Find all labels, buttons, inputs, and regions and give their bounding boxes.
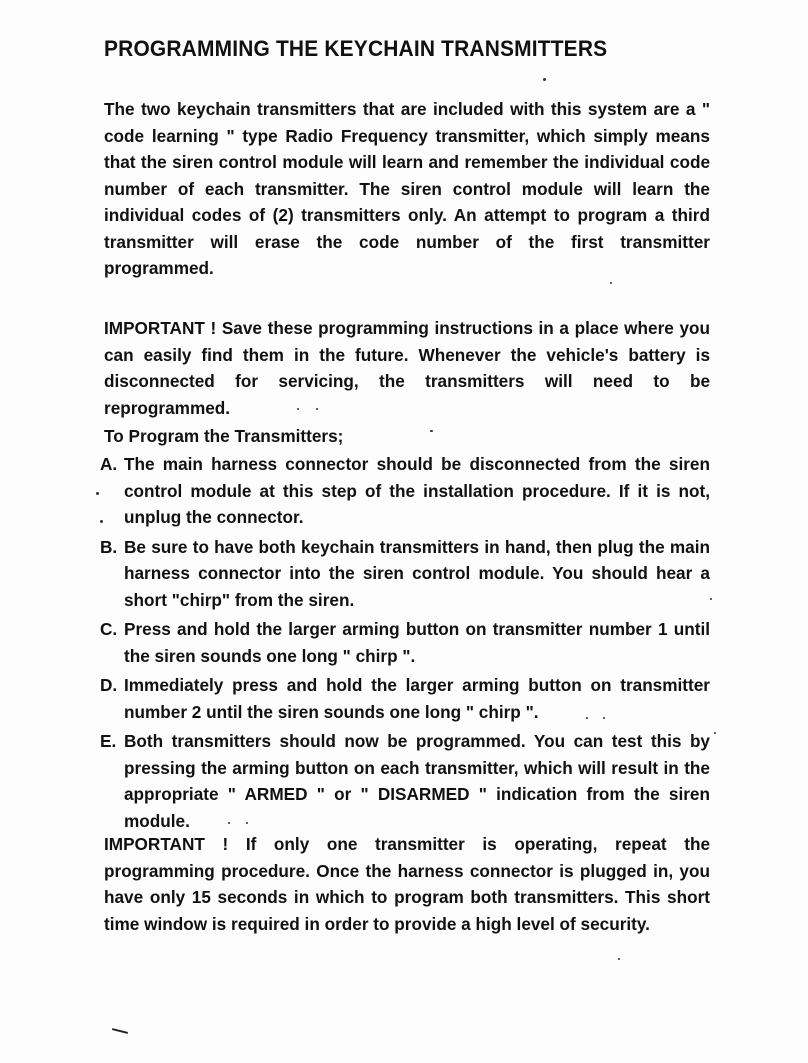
step-e	[100, 728, 710, 834]
step-c	[100, 616, 710, 669]
page-title: PROGRAMMING THE KEYCHAIN TRANSMITTERS	[104, 36, 608, 61]
steps-heading: To Program the Transmitters;	[104, 426, 344, 446]
scan-speck	[228, 822, 230, 824]
scan-speck	[610, 282, 612, 284]
scan-speck	[603, 717, 605, 719]
scan-speck	[543, 78, 546, 81]
scan-speck	[586, 717, 588, 719]
step-letter: A.	[100, 454, 118, 474]
step-text: The main harness connector should be disconnected from the siren control module at this step of the installation procedure. If it is not, unplug the connector.	[124, 454, 710, 527]
scan-speck	[96, 492, 99, 495]
scan-speck	[618, 958, 620, 960]
step-text: Press and hold the larger arming button on transmitter number 1 until the siren sounds one long " chirp ".	[124, 619, 710, 666]
scan-mark	[112, 1028, 128, 1034]
step-b	[100, 534, 710, 614]
step-letter: C.	[100, 619, 118, 639]
step-letter: E.	[100, 731, 117, 751]
scan-speck	[710, 598, 712, 600]
step-text: Both transmitters should now be programmed. You can test this by pressing the arming button on each transmitter, which will result in the appropriate " ARMED " or " DISARMED " indication from the siren module.	[124, 731, 710, 831]
steps-list	[100, 451, 710, 837]
scan-speck	[316, 408, 318, 410]
scan-speck	[246, 822, 248, 824]
step-text: Be sure to have both keychain transmitters in hand, then plug the main harness connector into the siren control module. You should hear a short "chirp" from the siren.	[124, 536, 710, 610]
important-note-1: IMPORTANT ! Save these programming instructions in a place where you can easily find them in the future. Whenever the vehicle's battery is disconnected for servicing, the transmitters will need to be reprogrammed.	[104, 318, 710, 418]
step-letter: B.	[100, 536, 118, 557]
step-a	[100, 451, 710, 531]
step-d	[100, 672, 710, 725]
scan-speck	[714, 732, 716, 734]
scan-speck	[430, 430, 433, 432]
important-note-2: IMPORTANT ! If only one transmitter is operating, repeat the programming procedure. Once the harness connector is plugged in, you have only 15 seconds in which to program both transmitters. This short time window is required in order to provide a high level of security.	[104, 834, 710, 934]
scan-speck	[100, 520, 103, 523]
scan-speck	[297, 408, 299, 410]
step-text: Immediately press and hold the larger arming button on transmitter number 2 until the siren sounds one long " chirp ".	[124, 675, 710, 722]
step-letter: D.	[100, 675, 118, 695]
intro-paragraph: The two keychain transmitters that are included with this system are a " code learning " type Radio Frequency transmitter, which simply means that the siren control module will learn and remember the individual code number of each transmitter. The siren control module will learn the individual codes of (2) transmitters only. An attempt to program a third transmitter will erase the code number of the first transmitter programmed.	[104, 99, 710, 278]
